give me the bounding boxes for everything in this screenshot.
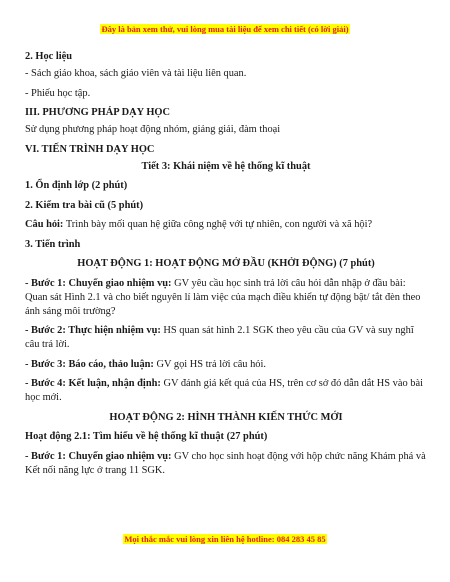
step-text: HS quan sát hình 2.1 SGK theo yêu cầu của GV và suy nghĩ câu trả lời.: [25, 325, 414, 350]
activity-1-step-3: [25, 358, 427, 372]
step-label: - Bước 1: Chuyển giao nhiệm vụ:: [25, 450, 172, 462]
step-label: - Bước 4: Kết luận, nhận định:: [25, 378, 161, 389]
activity-2-1-heading: Hoạt động 2.1: Tìm hiểu về hệ thống kĩ thuật (27 phút): [25, 431, 268, 442]
step-text: GV đánh giá kết quả của HS, trên cơ sở đó dẫn dắt HS vào bài học mới.: [25, 378, 423, 403]
step-tien-trinh: 3. Tiến trình: [25, 238, 81, 250]
step-label: - Bước 2: Thực hiện nhiệm vụ:: [25, 325, 161, 336]
document-body: [25, 50, 427, 483]
activity-1-step-1: [25, 277, 427, 319]
lesson-title: Tiết 3: Khái niệm về hệ thống kĩ thuật: [141, 160, 311, 172]
preview-notice-text: Đây là bản xem thử, vui lòng mua tài liệu để xem chi tiết (có lời giải): [101, 24, 349, 34]
cau-hoi-paragraph: [25, 218, 427, 232]
hotline-banner: [0, 534, 450, 544]
step-kiem-tra: 2. Kiểm tra bài cũ (5 phút): [25, 199, 144, 211]
step-text: GV gọi HS trả lời câu hỏi.: [153, 358, 266, 370]
section-heading-hoc-lieu: 2. Học liệu: [25, 51, 73, 62]
step-text: GV cho học sinh hoạt động với hộp chức năng Khám phá và Kết nối năng lực ở trang 11 SGK.: [25, 450, 426, 476]
cau-hoi-label: Câu hỏi:: [25, 219, 64, 230]
hoc-lieu-item: - Phiếu học tập.: [25, 87, 91, 99]
preview-notice-banner: [0, 24, 450, 34]
step-label: - Bước 3: Báo cáo, thảo luận:: [25, 358, 154, 370]
activity-2-heading: HOẠT ĐỘNG 2: HÌNH THÀNH KIẾN THỨC MỚI: [109, 411, 343, 423]
activity-1-step-4: [25, 377, 427, 405]
cau-hoi-text: Trình bày mối quan hệ giữa công nghệ với tự nhiên, con người và xã hội?: [63, 219, 373, 230]
section-heading-tien-trinh: VI. TIẾN TRÌNH DẠY HỌC: [25, 143, 155, 155]
activity-1-heading: HOẠT ĐỘNG 1: HOẠT ĐỘNG MỞ ĐẦU (KHỞI ĐỘNG) (7 phút): [77, 258, 375, 269]
step-label: - Bước 1: Chuyển giao nhiệm vụ:: [25, 277, 172, 289]
activity-2-1-step-1: [25, 450, 427, 478]
step-on-dinh: 1. Ổn định lớp (2 phút): [25, 180, 128, 191]
activity-1-step-2: [25, 324, 427, 352]
step-text: GV yêu cầu học sinh trả lời câu hỏi dẫn nhập ở đầu bài: Quan sát Hình 2.1 và cho biết nguyên lí làm việc của mạch điều khiển tự động bật/ tắt đèn theo ánh sáng môi trường?: [25, 277, 421, 317]
hoc-lieu-item: - Sách giáo khoa, sách giáo viên và tài liệu liên quan.: [25, 68, 247, 79]
section-heading-phuong-phap: III. PHƯƠNG PHÁP DẠY HỌC: [25, 107, 170, 118]
hotline-text: Mọi thắc mắc vui lòng xin liên hệ hotline: 084 283 45 85: [124, 534, 326, 544]
phuong-phap-text: Sử dụng phương pháp hoạt động nhóm, giảng giải, đàm thoại: [25, 124, 281, 135]
